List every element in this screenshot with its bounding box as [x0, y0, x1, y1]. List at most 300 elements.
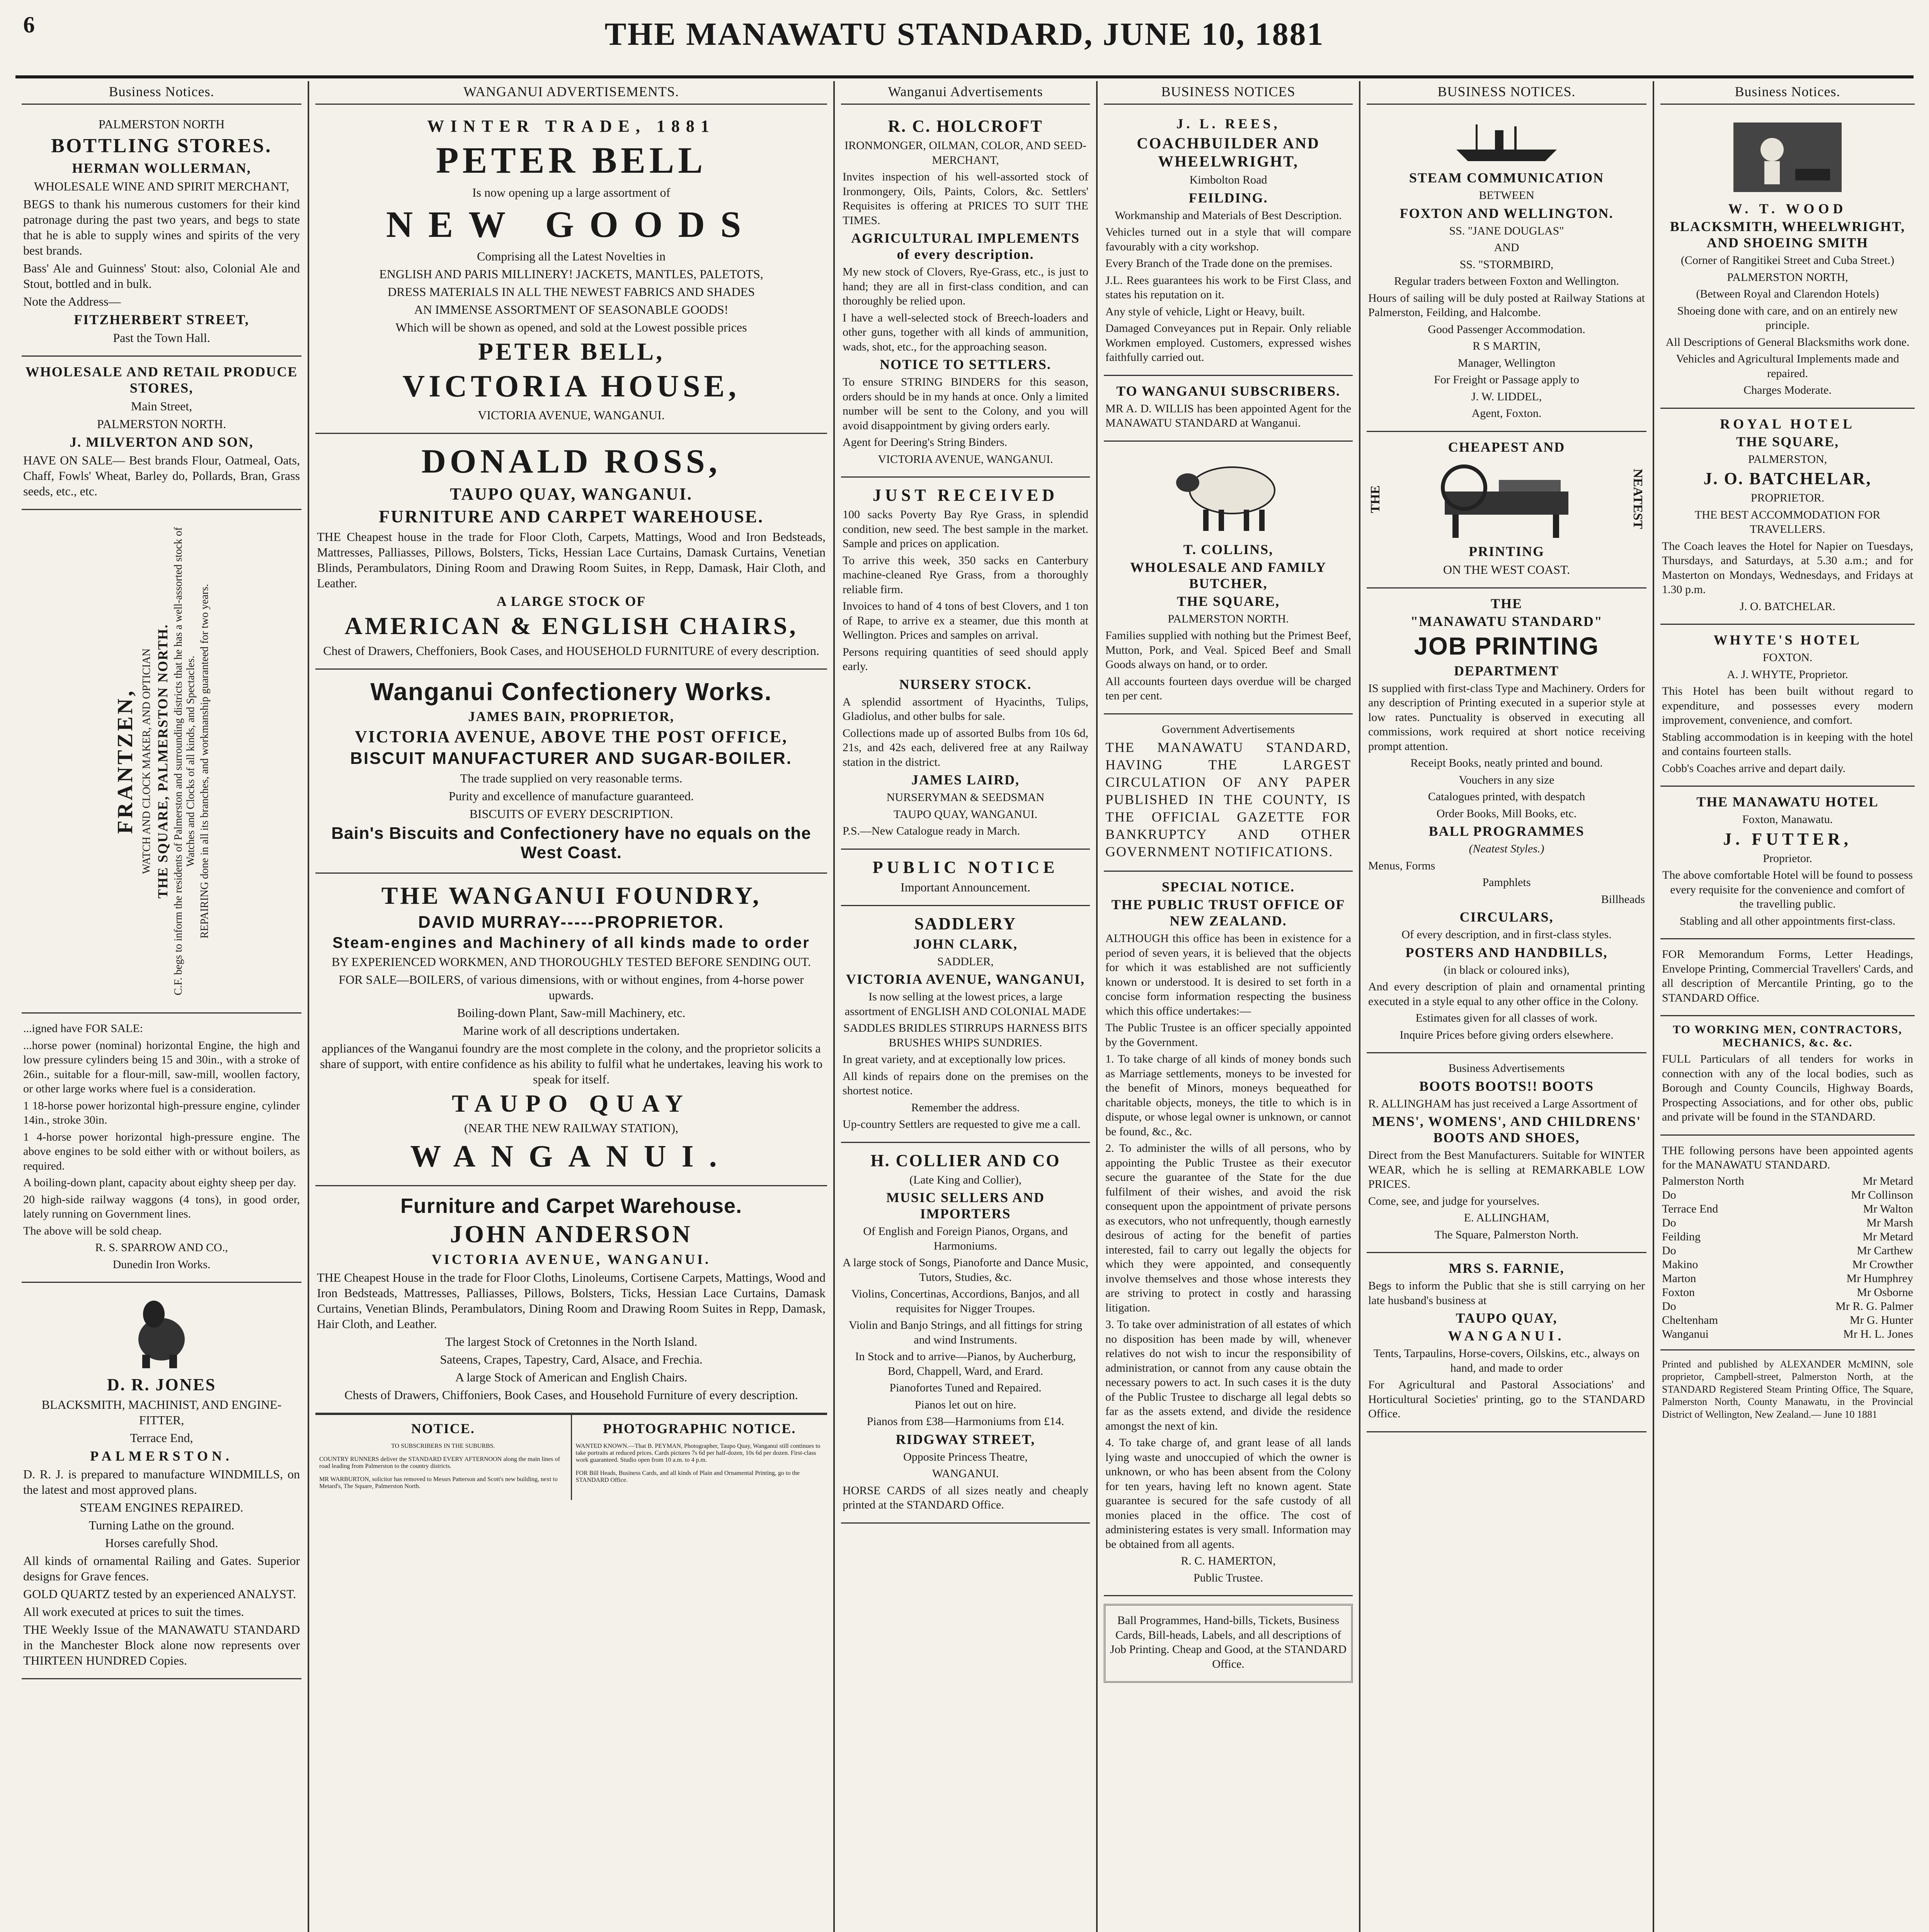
ad-signature: E. ALLINGHAM,: [1464, 1211, 1549, 1225]
ad-trade: BLACKSMITH, WHEELWRIGHT, AND SHOEING SMITH: [1670, 219, 1905, 250]
ad-photographic-notice: [572, 1415, 827, 1500]
ad-line: Chests of Drawers, Chiffoniers, Book Cases, and Household Furniture of every description.: [344, 1388, 798, 1402]
ad-town: WANGANUI.: [410, 1139, 732, 1173]
ad-body: The Public Trustee is an officer specially appointed by the Government.: [1105, 1021, 1351, 1049]
ad-body: To arrive this week, 350 sacks en Canterbury machine-cleaned Rye Grass, from a thoroughly reliable firm.: [843, 554, 1088, 596]
ad-body: Workmanship and Materials of Best Description.: [1115, 209, 1342, 222]
ad-cheapest-printing: [1367, 432, 1646, 588]
ad-name: JAMES LAIRD,: [911, 772, 1020, 787]
ad-newest: (Neatest Styles.): [1469, 842, 1544, 855]
agent-row: Do Mr Marsh: [1662, 1216, 1913, 1229]
ad-address: TAUPO QUAY, WANGANUI.: [893, 808, 1038, 821]
ad-line: Catalogues printed, with despatch: [1428, 790, 1585, 803]
ad-line: FOR SALE—BOILERS, of various dimensions, with or without engines, from 4-horse power upwards.: [339, 972, 804, 1002]
ad-house: VICTORIA HOUSE,: [402, 369, 740, 403]
ad-title: BOTTLING STORES.: [51, 135, 272, 157]
ad-ship: SS. "STORMBIRD,: [1459, 258, 1554, 271]
ad-subtitle: Important Announcement.: [901, 880, 1030, 894]
ad-line: TO SUBSCRIBERS IN THE SUBURBS.: [391, 1442, 495, 1449]
ad-line: Inquire Prices before giving orders elsewhere.: [1400, 1028, 1614, 1041]
ad-body: 20 high-side railway waggons (4 tons), in good order, lately running on Government lines.: [23, 1193, 300, 1221]
ad-body: 4. To take charge of, and grant lease of all lands lying waste and unoccupied of which the owner is unknown, or who has been absent from the Colony for ten years, having left no known agent. State guarantee is secured for the safe custody of all monies placed in the office. The cost of administering estates is very small. Information may be obtained from all agents.: [1105, 1436, 1351, 1551]
ad-lead: ...igned have FOR SALE:: [23, 1022, 143, 1035]
ad-body: 3. To take over administration of all estates of which no disposition has been made by will, whenever relatives do not wish to incur the responsibility of administration, or cannot from any cause obtain the necessary powers to act. In such cases it is the duty of the Public Trustee to discharge all legal debts so far as the assets extend, and divide the residence amongst the next of kin.: [1105, 1318, 1351, 1432]
ad-trade: BISCUIT MANUFACTURER AND SUGAR-BOILER.: [350, 749, 792, 768]
ad-body: Pianos let out on hire.: [914, 1398, 1016, 1411]
ad-line: Billheads: [1601, 893, 1645, 906]
ad-body: All kinds of repairs done on the premises on the shortest notice.: [843, 1070, 1088, 1097]
ad-body: A boiling-down plant, capacity about eighty sheep per day.: [23, 1176, 296, 1189]
sheep-illustration-icon: [1166, 452, 1290, 537]
ad-body: MR A. D. WILLIS has been appointed Agent for the MANAWATU STANDARD at Wanganui.: [1105, 402, 1351, 429]
ad-goods: NEW GOODS: [386, 203, 757, 245]
ad-title: STEAM COMMUNICATION: [1409, 170, 1604, 185]
ad-working-men: [1660, 1016, 1915, 1136]
ad-body: In great variety, and at exceptionally low prices.: [843, 1053, 1066, 1066]
ad-body: HAVE ON SALE— Best brands Flour, Oatmeal, Oats, Chaff, Fowls' Wheat, Barley do, Pollards, Bran, Grass seeds, etc., etc.: [23, 453, 300, 498]
ad-note: Note the Address—: [23, 294, 121, 309]
ad-line: Comprising all the Latest Novelties in: [477, 249, 666, 264]
ad-line: Menus, Forms: [1368, 859, 1435, 872]
ad-body: Up-country Settlers are requested to give me a call.: [843, 1118, 1081, 1131]
ad-body: D. R. J. is prepared to manufacture WINDMILLS, on the latest and most approved plans.: [23, 1467, 300, 1497]
ad-paper: "MANAWATU STANDARD": [1410, 613, 1603, 629]
ad-line: Estimates given for all classes of work.: [1415, 1012, 1598, 1025]
agent-row: Do Mr Carthew: [1662, 1244, 1913, 1257]
ad-wanganui-subscribers: [1104, 376, 1353, 442]
ad-body: MR WARBURTON, solicitor has removed to Messrs Patterson and Scott's new building, next to Metard's, The Square, Palmerston North.: [319, 1476, 558, 1490]
ad-title: PHOTOGRAPHIC NOTICE.: [603, 1420, 796, 1436]
ad-wood-blacksmith: [1660, 109, 1915, 409]
printing-press-illustration-icon: [1422, 457, 1592, 542]
ad-title: PUBLIC NOTICE: [872, 857, 1059, 877]
ad-body: FOR Memorandum Forms, Letter Headings, Envelope Printing, Commercial Travellers' Cards, and all description of Mercantile Printing, go to the STANDARD Office.: [1662, 948, 1913, 1004]
section-header: Business Advertisements: [1448, 1062, 1565, 1075]
imprint: [1660, 1350, 1915, 1431]
ad-body: BEGS to thank his numerous customers for their kind patronage during the past two years, and begs to state that he is able to supply wines and spirits of the very best brands.: [23, 197, 300, 258]
ad-categories: MENS', WOMENS', AND CHILDRENS' BOOTS AND SHOES,: [1372, 1114, 1641, 1146]
ad-body: THE Cheapest House in the trade for Floor Cloths, Linoleums, Cortisene Carpets, Mattings, Wood and Iron Bedsteads, Mattresses, Palliasses, Pillows, Bolsters, Ticks, Hessian Lace Curtains, Damask Curtains, Venetian Blinds, Perambulators, Dining Room and Drawing Room Suites in Repp, Damask, Hair Cloth, and Leather.: [317, 1270, 826, 1331]
ad-quay: TAUPO QUAY,: [1456, 1310, 1558, 1326]
ad-address: VICTORIA AVENUE, WANGANUI.: [878, 452, 1053, 466]
ad-intro: THE following persons have been appointed agents for the MANAWATU STANDARD.: [1662, 1144, 1913, 1171]
ad-chairs: AMERICAN & ENGLISH CHAIRS,: [344, 612, 798, 640]
ad-title: FURNITURE AND CARPET WAREHOUSE.: [378, 507, 764, 527]
ad-body: REPAIRING done in all its branches, and workmanship guaranteed for two years.: [198, 584, 211, 939]
ad-body: Of English and Foreign Pianos, Organs, and Harmoniums.: [863, 1225, 1068, 1252]
ad-saddlery: [841, 906, 1090, 1143]
ad-between: BETWEEN: [1479, 189, 1534, 202]
ad-body: To ensure STRING BINDERS for this season, orders should be in my hands at once. Only a limited number will be sent to the Colony, and you will avoid disappointment by giving orders early.: [843, 376, 1088, 432]
ad-name: J. MILVERTON AND SON,: [70, 434, 254, 450]
ad-line: DRESS MATERIALS IN ALL THE NEWEST FABRICS AND SHADES: [387, 285, 755, 299]
ad-body: R. ALLINGHAM has just received a Large Assortment of: [1368, 1097, 1638, 1110]
ad-name: J. L. REES,: [1176, 116, 1280, 131]
ad-wanganui-foundry: [315, 874, 827, 1186]
ad-name: PETER BELL: [436, 139, 707, 181]
ad-signature: R. S. SPARROW AND CO.,: [95, 1241, 228, 1254]
ad-title: TO WANGANUI SUBSCRIBERS.: [1116, 383, 1340, 399]
ad-proprietor: J. FUTTER,: [1723, 829, 1852, 849]
ad-notice-title: NOTICE TO SETTLERS.: [880, 357, 1051, 372]
ad-line: PALMERSTON NORTH: [98, 117, 225, 131]
ad-proprietor: J. O. BATCHELAR,: [1703, 469, 1872, 488]
ad-proprietor: DAVID MURRAY-----PROPRIETOR.: [418, 912, 725, 932]
ad-line: (in black or coloured inks),: [1444, 963, 1570, 976]
horse-illustration-icon: [127, 1293, 196, 1370]
ad-farnie: [1367, 1253, 1646, 1432]
ad-circulars: CIRCULARS,: [1459, 909, 1554, 925]
ad-line: Vouchers in any size: [1459, 773, 1554, 786]
ad-address-2: Opposite Princess Theatre,: [903, 1450, 1028, 1463]
ad-name: ROYAL HOTEL: [1720, 416, 1855, 432]
ad-title: THE WANGANUI FOUNDRY,: [381, 882, 761, 910]
ad-body: ...horse power (nominal) horizontal Engine, the high and low pressure cylinders being 15 and 30in., with a stroke of 26in., suitable for a flour-mill, saw-mill, woollen factory, or other large works where fuel is a consideration.: [23, 1039, 300, 1095]
ad-body: For Freight or Passage apply to: [1434, 373, 1579, 386]
ad-posters: POSTERS AND HANDBILLS,: [1405, 944, 1608, 960]
ad-signature: J. O. BATCHELAR.: [1740, 600, 1835, 613]
ad-body: FULL Particulars of all tenders for works in connection with any of the local bodies, such as Borough and County Councils, Highway Boards, Prospecting Associations, and for other obs, public and private will be found in the STANDARD.: [1662, 1053, 1913, 1123]
ad-tagline: Bain's Biscuits and Confectionery have no equals on the West Coast.: [331, 824, 811, 862]
ad-rees-coachbuilder: [1104, 109, 1353, 376]
ad-body: 1 18-horse power horizontal high-pressure engine, cylinder 14in., stroke 30in.: [23, 1099, 300, 1127]
blacksmith-illustration-icon: [1730, 119, 1846, 196]
ad-implements: AGRICULTURAL IMPLEMENTS of every description.: [851, 230, 1080, 262]
ad-trade: SADDLER,: [937, 955, 994, 968]
ad-body: COUNTRY RUNNERS deliver the STANDARD EVERY AFTERNOON along the main lines of road leading from Palmerston to the country districts.: [319, 1456, 560, 1469]
ad-body: Begs to inform the Public that she is still carrying on her late husband's business at: [1368, 1279, 1645, 1307]
ad-body: Stabling and all other appointments first-class.: [1679, 914, 1896, 927]
ad-line: BY EXPERIENCED WORKMEN, AND THOROUGHLY TESTED BEFORE SENDING OUT.: [331, 954, 811, 969]
ad-title: NOTICE.: [411, 1420, 475, 1436]
ad-public-notice: [841, 850, 1090, 906]
ad-body: Tents, Tarpaulins, Horse-covers, Oilskins, etc., always on hand, and made to order: [1373, 1347, 1640, 1374]
ad-confectionery-works: [315, 670, 827, 874]
ad-collins-butcher: [1104, 442, 1353, 714]
ad-body: Collections made up of assorted Bulbs from 10s 6d, 21s, and 42s each, delivered free at any Railway station in the district.: [843, 726, 1088, 769]
ad-name: H. COLLIER AND CO: [870, 1151, 1061, 1170]
ad-subtitle: NURSERY STOCK.: [899, 676, 1032, 692]
ad-body: Damaged Conveyances put in Repair. Only reliable Workmen employed. Customers, expressed wishes faithfully carried out.: [1105, 322, 1351, 364]
ad-trade: MUSIC SELLERS AND IMPORTERS: [886, 1190, 1045, 1221]
ad-line: Which will be shown as opened, and sold at the Lowest possible prices: [395, 320, 747, 335]
agent-row: Foxton Mr Osborne: [1662, 1286, 1913, 1299]
ad-address: VICTORIA AVENUE, WANGANUI,: [846, 971, 1085, 987]
ad-name: MRS S. FARNIE,: [1449, 1260, 1565, 1276]
column-2: [309, 81, 835, 1932]
ad-body: Cobb's Coaches arrive and depart daily.: [1662, 762, 1846, 775]
ad-john-anderson: [315, 1186, 827, 1414]
ad-title: THE PUBLIC TRUST OFFICE OF NEW ZEALAND.: [1111, 897, 1345, 929]
ad-town: WANGANUI.: [1448, 1328, 1565, 1344]
ad-signature-2: The Square, Palmerston North.: [1434, 1228, 1579, 1241]
ad-line: STEAM ENGINES REPAIRED.: [80, 1500, 243, 1515]
ad-jones-blacksmith: [22, 1283, 301, 1679]
ad-body: Violins, Concertinas, Accordions, Banjos, and all requisites for Nigger Troupes.: [851, 1287, 1080, 1315]
ad-body: Pianos from £38—Harmoniums from £14.: [867, 1415, 1064, 1428]
ad-line: Receipt Books, neatly printed and bound.: [1410, 757, 1603, 770]
ad-line: Horses carefully Shod.: [105, 1536, 218, 1550]
ad-title: JUST RECEIVED: [872, 486, 1059, 505]
ad-whytes-hotel: [1660, 625, 1915, 787]
ad-body: Remember the address.: [911, 1101, 1020, 1114]
ad-line: Sateens, Crapes, Tapestry, Card, Alsace, and Frechia.: [440, 1352, 703, 1366]
ad-name: R. C. HOLCROFT: [888, 117, 1043, 136]
ad-just-received: [841, 478, 1090, 850]
agent-row: Do Mr R. G. Palmer: [1662, 1299, 1913, 1313]
ad-line: Shoeing done with care, and on an entirely new principle.: [1677, 304, 1898, 332]
ad-body: J.L. Rees guarantees his work to be First Class, and states his reputation on it.: [1105, 274, 1351, 301]
ad-title: TO WORKING MEN, CONTRACTORS, MECHANICS, &c. &c.: [1673, 1023, 1902, 1049]
ad-role: Agent, Foxton.: [1471, 407, 1542, 420]
agent-row: Terrace End Mr Walton: [1662, 1202, 1913, 1215]
ad-address: THE SQUARE,: [1176, 593, 1280, 609]
ad-body: Stabling accommodation is in keeping with the hotel and contains fourteen stalls.: [1662, 730, 1913, 758]
ad-role: PROPRIETOR.: [1750, 492, 1825, 504]
ad-address: VICTORIA AVENUE, WANGANUI.: [478, 408, 665, 422]
ad-trade: COACHBUILDER AND WHEELWRIGHT,: [1137, 134, 1320, 170]
ad-title: JOB PRINTING: [1414, 632, 1599, 660]
ad-manawatu-hotel: [1660, 787, 1915, 939]
ad-line: THE BEST ACCOMMODATION FOR TRAVELLERS.: [1694, 508, 1881, 536]
ad-line: Steam-engines and Machinery of all kinds made to order: [332, 934, 810, 951]
ad-top: CHEAPEST AND: [1448, 439, 1565, 455]
ad-address: THE SQUARE,: [1736, 434, 1839, 449]
ad-body: Hours of sailing will be duly posted at Railway Stations at Palmerston, Feilding, and Halcombe.: [1368, 291, 1645, 319]
ad-title: WHOLESALE AND RETAIL PRODUCE STORES,: [25, 364, 298, 396]
ad-word: PRINTING: [1468, 543, 1545, 559]
ad-items: SADDLES BRIDLES STIRRUPS HARNESS BITS BRUSHES WHIPS SUNDRIES.: [843, 1022, 1088, 1049]
ad-body: Vehicles turned out in a style that will compare favourably with a city workshop.: [1105, 226, 1351, 253]
ad-name: J. W. LIDDEL,: [1471, 390, 1542, 403]
ad-line: Purity and excellence of manufacture guaranteed.: [448, 789, 694, 803]
ad-body: I have a well-selected stock of Breech-loaders and other guns, together with all kinds of ammunition, wads, shot, etc., for the approaching season.: [843, 311, 1088, 353]
ad-body: ALTHOUGH this office has been in existence for a period of seven years, it is believed that the objects for which it was established are not sufficiently known or understood. It is desired to set forth in a concise form information respecting the business which this office undertakes:—: [1105, 932, 1351, 1017]
ad-role: Proprietor.: [1763, 852, 1812, 865]
ad-line: ENGLISH AND PARIS MILLINERY! JACKETS, MANTLES, PALETOTS,: [379, 267, 763, 281]
ad-body: 100 sacks Poverty Bay Rye Grass, in splendid condition, new seed. The best sample in the market. Sample and prices on application.: [843, 508, 1088, 550]
newspaper-title: THE MANAWATU STANDARD, JUNE 10, 1881: [604, 16, 1325, 52]
ad-title: Wanganui Confectionery Works.: [370, 677, 772, 706]
ad-signature-2: Dunedin Iron Works.: [112, 1258, 211, 1271]
ad-body: The above comfortable Hotel will be found to possess every requisite for the convenience and comfort of the travelling public.: [1662, 869, 1913, 910]
ad-trade: WHOLESALE AND FAMILY BUTCHER,: [1130, 559, 1327, 591]
ad-public-trust: [1104, 872, 1353, 1596]
ad-quay: TAUPO QUAY: [452, 1089, 691, 1117]
ad-town: WANGANUI.: [932, 1467, 999, 1480]
ad-line: Of every description, and in first-class styles.: [1401, 928, 1612, 941]
ad-ship: SS. "JANE DOUGLAS": [1449, 224, 1564, 237]
ad-machinery-sale: [22, 1014, 301, 1283]
agent-row: Cheltenham Mr G. Hunter: [1662, 1313, 1913, 1327]
ad-bottling-stores: [22, 109, 301, 357]
ad-route: FOXTON AND WELLINGTON.: [1400, 205, 1614, 221]
ad-line: BISCUITS OF EVERY DESCRIPTION.: [469, 807, 673, 821]
ad-the: THE: [1490, 595, 1523, 611]
ad-job-printing: [1367, 588, 1646, 1054]
ad-name: FRANTZEN,: [113, 689, 138, 834]
ad-body: Direct from the Best Manufacturers. Suitable for WINTER WEAR, which he is selling at REMARKABLE LOW PRICES.: [1368, 1149, 1645, 1191]
column-header: BUSINESS NOTICES.: [1367, 81, 1646, 105]
ad-body: IS supplied with first-class Type and Machinery. Orders for any description of Printing executed in a superior style at low rates. Punctuality is observed in executing all commissions, work required at short notice receiving prompt attention.: [1368, 682, 1645, 753]
ad-ball-programmes: [1104, 1604, 1353, 1683]
column-header: WANGANUI ADVERTISEMENTS.: [315, 81, 827, 105]
ad-town: FOXTON.: [1762, 651, 1813, 664]
ad-body: Every Branch of the Trade done on the premises.: [1105, 257, 1333, 270]
ad-town: PALMERSTON,: [1748, 452, 1827, 466]
ad-trade: NURSERYMAN & SEEDSMAN: [886, 791, 1045, 804]
ad-name: JOHN ANDERSON: [450, 1220, 693, 1248]
ad-address: VICTORIA AVENUE, ABOVE THE POST OFFICE,: [355, 727, 788, 747]
ad-line: Order Books, Mill Books, etc.: [1436, 807, 1577, 820]
ad-season: WINTER TRADE, 1881: [427, 117, 715, 136]
ad-body: WANTED KNOWN.—That B. PEYMAN, Photographer, Taupo Quay, Wanganui still continues to take portraits at reduced prices. Cards pictures 7s 6d per half-dozen, 10s 6d per dozen. First-class work guaranteed. Studio open from 10 a.m. to 4 p.m.: [575, 1442, 821, 1463]
ad-stock: A LARGE STOCK OF: [496, 594, 646, 609]
ad-name: D. R. JONES: [107, 1375, 216, 1395]
ad-street: Main Street,: [131, 399, 192, 413]
ad-body: 2. To administer the wills of all persons, who by appointing the Public Trustee as their executor secure the guarantee of the State for the due fulfilment of their wishes, and avoid the risk consequent upon the appointment of private persons as executors, who not unfrequently, though earnestly desirous of acting for the benefit of parties interested, fail to carry out legally the objects for which they were appointed, and consequently involve themselves and those whose interests they are striving to protect in costly and harassing litigation.: [1105, 1142, 1351, 1314]
ad-proprietor: JAMES BAIN, PROPRIETOR,: [468, 709, 674, 724]
ad-near: (NEAR THE NEW RAILWAY STATION),: [464, 1121, 679, 1135]
ad-title: BOOTS BOOTS!! BOOTS: [1419, 1078, 1594, 1094]
ad-body: Ball Programmes, Hand-bills, Tickets, Business Cards, Bill-heads, Labels, and all descriptions of Job Printing. Cheap and Good, at the STANDARD Office.: [1110, 1614, 1347, 1670]
agent-row: Palmerston North Mr Metard: [1662, 1174, 1913, 1187]
ad-produce-stores: [22, 357, 301, 510]
ad-trade: WHOLESALE WINE AND SPIRIT MERCHANT,: [34, 179, 289, 194]
ad-body: This Hotel has been built without regard to expenditure, and possesses every modern improvement, convenience, and comfort.: [1662, 685, 1913, 726]
column-header: Business Notices.: [22, 81, 301, 105]
ad-line: Marine work of all descriptions undertaken.: [463, 1023, 680, 1037]
ad-body: Agent for Deering's String Binders.: [843, 436, 1008, 449]
ad-line: Charges Moderate.: [1743, 384, 1832, 396]
ad-holcroft: [841, 109, 1090, 478]
ad-body: 1 4-horse power horizontal high-pressure engine. The above engines to be sold either with or without boilers, as required.: [23, 1130, 300, 1172]
ad-line: Pamphlets: [1482, 876, 1531, 889]
agent-row: Marton Mr Humphrey: [1662, 1272, 1913, 1285]
ad-frantzen: [22, 510, 301, 1014]
ad-body: The above will be sold cheap.: [23, 1224, 162, 1237]
ad-town: PALMERSTON NORTH.: [1168, 612, 1289, 625]
ad-peter-bell: [315, 109, 827, 434]
masthead: [0, 0, 1929, 77]
ad-dept: DEPARTMENT: [1454, 663, 1560, 679]
ad-address: VICTORIA AVENUE, WANGANUI.: [431, 1251, 711, 1267]
ad-name: WHYTE'S HOTEL: [1713, 632, 1862, 648]
ad-trade: BLACKSMITH, MACHINIST, AND ENGINE-FITTER,: [41, 1398, 282, 1427]
ad-ball: BALL PROGRAMMES: [1428, 823, 1585, 839]
ad-collier-music: [841, 1143, 1090, 1524]
ad-body: Violin and Banjo Strings, and all fittings for string and wind Instruments.: [849, 1319, 1082, 1346]
ad-trade: IRONMONGER, OILMAN, COLOR, AND SEED-MERCHANT,: [844, 139, 1086, 167]
ad-body: Come, see, and judge for yourselves.: [1368, 1194, 1540, 1208]
ad-role: Manager, Wellington: [1457, 356, 1556, 369]
ad-body: Is now selling at the lowest prices, a large assortment of ENGLISH AND COLONIAL MADE: [844, 990, 1086, 1018]
ad-body: A large stock of Songs, Pianoforte and Dance Music, Tutors, Studies, &c.: [843, 1256, 1088, 1284]
ad-place: Terrace End,: [130, 1431, 193, 1445]
ad-body: FOR Bill Heads, Business Cards, and all kinds of Plain and Ornamental Printing, go to the STANDARD Office.: [575, 1469, 800, 1483]
column-header: BUSINESS NOTICES: [1104, 81, 1353, 105]
ad-line: Boiling-down Plant, Saw-mill Machinery, etc.: [457, 1005, 686, 1020]
ad-name: HERMAN WOLLERMAN,: [72, 160, 251, 176]
ad-sub: ON THE WEST COAST.: [1443, 562, 1570, 577]
ad-town: PALMERSTON NORTH,: [1727, 270, 1848, 284]
ad-signature: PETER BELL,: [478, 338, 665, 366]
ad-body: In Stock and to arrive—Pianos, by Aucherburg, Bord, Chappell, Ward, and Erard.: [855, 1350, 1076, 1378]
ad-body: And every description of plain and ornamental printing executed in a style equal to any other office in the Colony.: [1368, 980, 1645, 1008]
imprint-text: Printed and published by ALEXANDER McMINN, sole proprietor, Campbell-street, Palmerston North, at the STANDARD Registered Steam Printing Office, The Square, Palmerston North, County Manawatu, in the Provincial District of Wellington, New Zealand.— June 10 1881: [1662, 1358, 1913, 1420]
ad-memorandum-forms: [1660, 939, 1915, 1016]
ad-horse-cards: HORSE CARDS of all sizes neatly and cheaply printed at the STANDARD Office.: [843, 1484, 1088, 1511]
ad-line: A large Stock of American and English Chairs.: [455, 1370, 688, 1384]
ad-address: RIDGWAY STREET,: [896, 1431, 1035, 1447]
column-1: [15, 81, 309, 1932]
ad-proprietor: A. J. WHYTE, Proprietor.: [1727, 668, 1848, 681]
ad-body: Bass' Ale and Guinness' Stout: also, Colonial Ale and Stout, bottled and in bulk.: [23, 261, 300, 291]
agent-row: Makino Mr Crowther: [1662, 1258, 1913, 1271]
ad-late: (Late King and Collier),: [909, 1173, 1022, 1186]
ad-steam-communication: [1367, 109, 1646, 432]
steamship-illustration-icon: [1449, 119, 1565, 165]
ad-body: Pianofortes Tuned and Repaired.: [889, 1381, 1042, 1394]
ad-allingham-boots: [1367, 1053, 1646, 1253]
column-3: [835, 81, 1098, 1932]
ad-special: SPECIAL NOTICE.: [1161, 879, 1295, 895]
ad-address: THE SQUARE, PALMERSTON NORTH.: [155, 624, 170, 899]
ad-line: All Descriptions of General Blacksmiths work done.: [1665, 335, 1910, 349]
ad-line: AN IMMENSE ASSORTMENT OF SEASONABLE GOODS!: [414, 303, 729, 317]
ad-road: Kimbolton Road: [1189, 173, 1267, 186]
ad-town: Foxton, Manawatu.: [1742, 813, 1833, 826]
ad-body: Invites inspection of his well-assorted stock of Ironmongery, Oils, Paints, Colors, &c. Settlers' Requisites is offering at PRICES TO SUIT THE TIMES.: [843, 170, 1088, 227]
ad-title: Furniture and Carpet Warehouse.: [400, 1194, 742, 1218]
section-header: Government Advertisements: [1161, 723, 1295, 736]
column-4: [1098, 81, 1360, 1932]
ad-body: My new stock of Clovers, Rye-Grass, etc., is just to hand; they are all in first-class condition, and can thoroughly be relied upon.: [843, 265, 1088, 307]
ad-town: PALMERSTON.: [90, 1448, 233, 1464]
ad-body: All kinds of ornamental Railing and Gates. Superior designs for Grave fences.: [23, 1554, 300, 1583]
ad-body: C.F. begs to inform the residents of Palmerston and surrounding districts that he has a well-assorted stock of Watches and Clocks of all kinds, and Spectacles.: [172, 527, 197, 996]
ad-weekly-issue: THE Weekly Issue of the MANAWATU STANDARD in the Manchester Block alone now represents over THIRTEEN HUNDRED Copies.: [23, 1622, 300, 1668]
ad-town: FEILDING.: [1188, 190, 1268, 206]
ad-agents-list: [1660, 1136, 1915, 1350]
ad-and: AND: [1494, 241, 1519, 254]
ad-body: For Agricultural and Pastoral Associations' and Horticultural Societies' printing, go to the STANDARD Office.: [1368, 1378, 1645, 1420]
ad-name: R S MARTIN,: [1473, 340, 1541, 352]
ad-body: Families supplied with nothing but the Primest Beef, Mutton, Pork, and Veal. Spiced Beef and Small Goods always on hand, or to order.: [1105, 629, 1351, 671]
ad-royal-hotel: [1660, 409, 1915, 625]
ad-address: FITZHERBERT STREET,: [74, 312, 249, 328]
ad-name: JOHN CLARK,: [913, 936, 1018, 952]
ad-line: appliances of the Wanganui foundry are the most complete in the colony, and the proprietor solicits a share of support, with entire confidence as his ability to fulfil what he undertakes, leaving his work to speak for itself.: [320, 1041, 823, 1086]
ad-body: THE MANAWATU STANDARD, HAVING THE LARGEST CIRCULATION OF ANY PAPER PUBLISHED IN THE COUNTY, IS THE OFFICIAL GAZETTE FOR BANKRUPTCY AND OTHER GOVERNMENT NOTIFICATIONS.: [1105, 740, 1351, 859]
ad-address: TAUPO QUAY, WANGANUI.: [450, 485, 693, 504]
ad-body: The Coach leaves the Hotel for Napier on Tuesdays, Thursdays, and Saturdays, at 5.30 a.m.; and for Masterton on Mondays, Wednesdays, and Fridays at 1.30 p.m.: [1662, 539, 1913, 596]
page-number: 6: [23, 12, 35, 37]
ad-line: The trade supplied on very reasonable terms.: [460, 771, 683, 786]
ad-body: All accounts fourteen days overdue will be charged ten per cent.: [1105, 675, 1351, 702]
ad-name: THE MANAWATU HOTEL: [1696, 794, 1879, 810]
ad-trade: WATCH AND CLOCK MAKER, AND OPTICIAN: [140, 648, 153, 874]
ad-government: [1104, 714, 1353, 872]
column-5: [1360, 81, 1654, 1932]
ad-signature-2: Public Trustee.: [1193, 1571, 1263, 1584]
ad-name: DONALD ROSS,: [421, 442, 721, 480]
ad-body: Invoices to hand of 4 tons of best Clovers, and 1 ton of Rape, to arrive ex a steamer, due this month at Wellington. Prices and samples on arrival.: [843, 600, 1088, 641]
column-header: Wanganui Advertisements: [841, 81, 1090, 105]
agent-row: Do Mr Collinson: [1662, 1188, 1913, 1201]
ad-intro: Is now opening up a large assortment of: [472, 185, 671, 199]
ad-between: (Between Royal and Clarendon Hotels): [1696, 287, 1879, 300]
